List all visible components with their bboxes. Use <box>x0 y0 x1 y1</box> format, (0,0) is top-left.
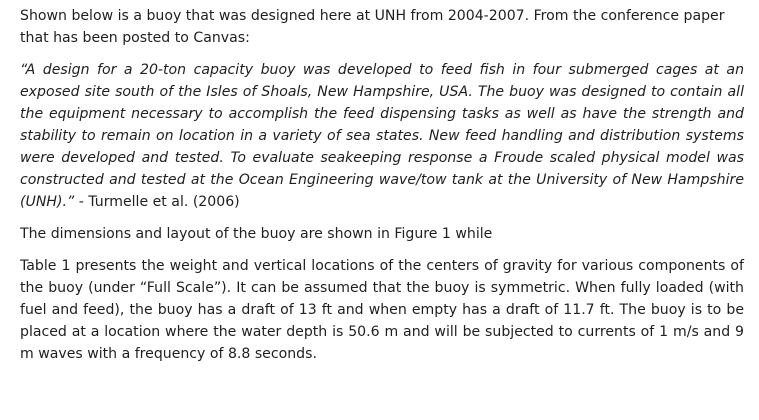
quote-paragraph <box>20 59 744 213</box>
quote-text: “A design for a 20-ton capacity buoy was developed to feed fish in four submerged cages at an exposed site south of the Isles of Shoals, New Hampshire, USA. The buoy was designed to contain all the equipment necessary to accomplish the feed dispensing tasks as well as have the strength and stability to remain on location in a variety of sea states. New feed handling and distribution systems were developed and tested. To evaluate seakeeping response a Froude scaled physical model was constructed and tested at the Ocean Engineering wave/tow tank at the University of New Hampshire (UNH).” <box>20 62 744 210</box>
intro-paragraph: Shown below is a buoy that was designed here at UNH from 2004-2007. From the conference paper that has been posted to Canvas: <box>20 8 725 46</box>
quote-citation: - Turmelle et al. (2006) <box>74 194 240 210</box>
table-paragraph: Table 1 presents the weight and vertical locations of the centers of gravity for various components of the buoy (under “Full Scale”). It can be assumed that the buoy is symmetric. When fully loaded (with fuel and feed), the buoy has a draft of 13 ft and when empty has a draft of 11.7 ft. The buoy is to be placed at a location where the water depth is 50.6 m and will be subjected to currents of 1 m/s and 9 m waves with a frequency of 8.8 seconds. <box>20 258 744 362</box>
dimensions-paragraph: The dimensions and layout of the buoy are shown in Figure 1 while <box>20 226 493 242</box>
document-body <box>20 5 744 365</box>
